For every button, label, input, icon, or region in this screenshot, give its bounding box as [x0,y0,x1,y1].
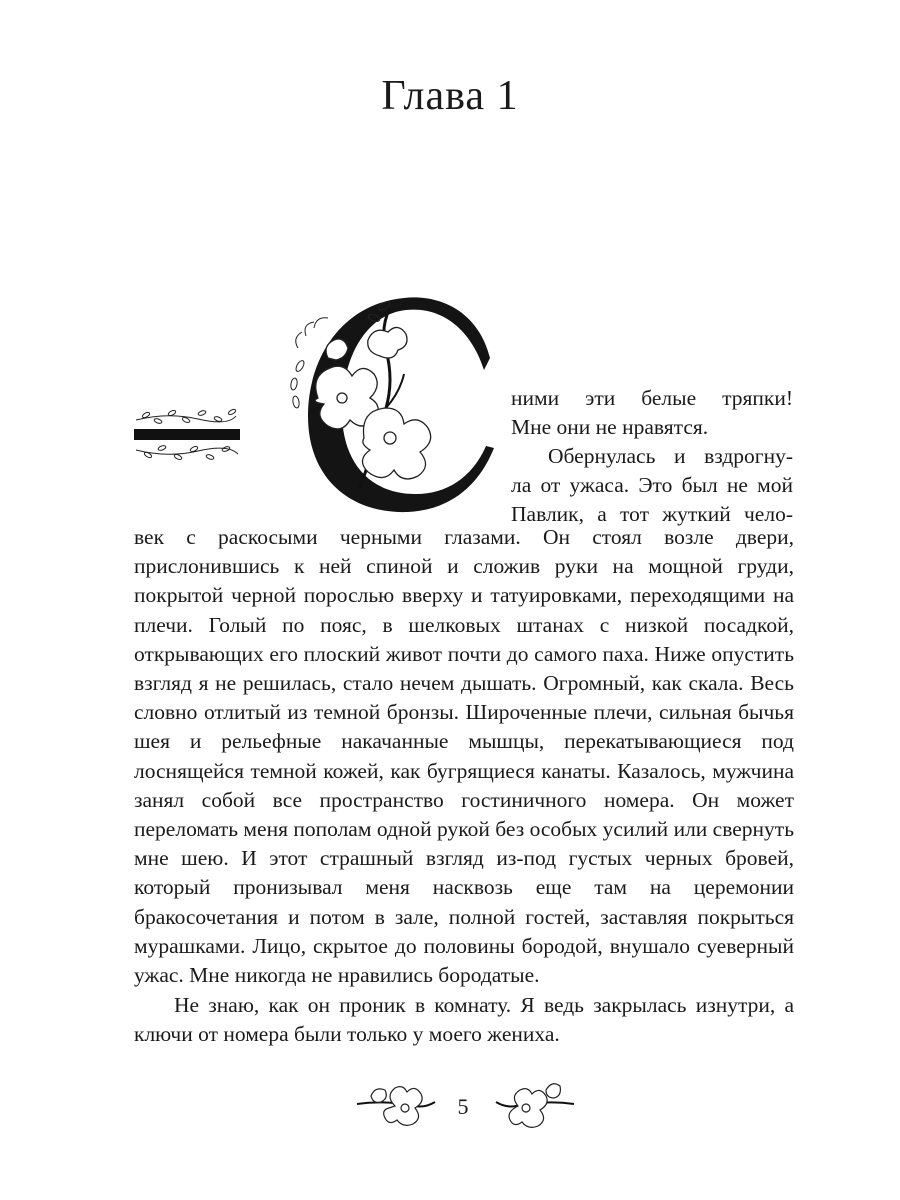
paragraph-2: Не знаю, как он проник в комнату. Я ведь закрылась изнутри, а ключи от номера были только у моего жениха. [134,993,794,1047]
lead-line-2: Мне они не нравятся. [511,415,709,439]
page-number: 5 [457,1094,469,1119]
page-footer [0,1072,900,1132]
lead-line-5: Павлик, а тот жуткий чело- [511,502,793,526]
floral-letter-s-icon [128,288,508,524]
paragraph-1: век с раскосыми черными глазами. Он стоял возле двери, прислонившись к ней спиной и сложив руки на мощной груди, покрытой черной порослью вверху и татуировками, переходящими на плечи. Голый по пояс, в шелковых штанах с низкой посадкой, открывающих его плоский живот почти до самого паха. Ниже опустить взгляд я не решилась, стало нечем дышать. Огромный, как скала. Весь словно отлитый из темной бронзы. Широченные плечи, сильная бычья шея и рельефные накачанные мышцы, перекатывающиеся под лоснящейся темной кожей, как бугрящиеся канаты. Казалось, мужчина занял собой все пространство гостиничного номера. Он может переломать меня пополам одной рукой без особых усилий или свернуть мне шею. И этот страшный взгляд из-под густых черных бровей, который пронизывал меня насквозь еще там на церемонии бракосочетания и потом в зале, полной гостей, заставляя покрыться мурашками. Лицо, скрытое до половины бородой, внушало суеверный ужас. Мне никогда не нравились бородатые. [134,525,795,988]
lead-line-4: ла от ужаса. Это был не мой [511,473,793,497]
chapter-title: Глава 1 [381,73,519,119]
body-text [134,523,794,1050]
lead-line-3: Обернулась и вздрогну- [548,444,793,468]
leafy-bar-ornament-icon [134,408,240,460]
magnolia-branch-right-icon [494,1076,576,1132]
magnolia-branch-left-icon [355,1076,437,1132]
lead-line-1: ними эти белые тряпки! [511,386,793,410]
